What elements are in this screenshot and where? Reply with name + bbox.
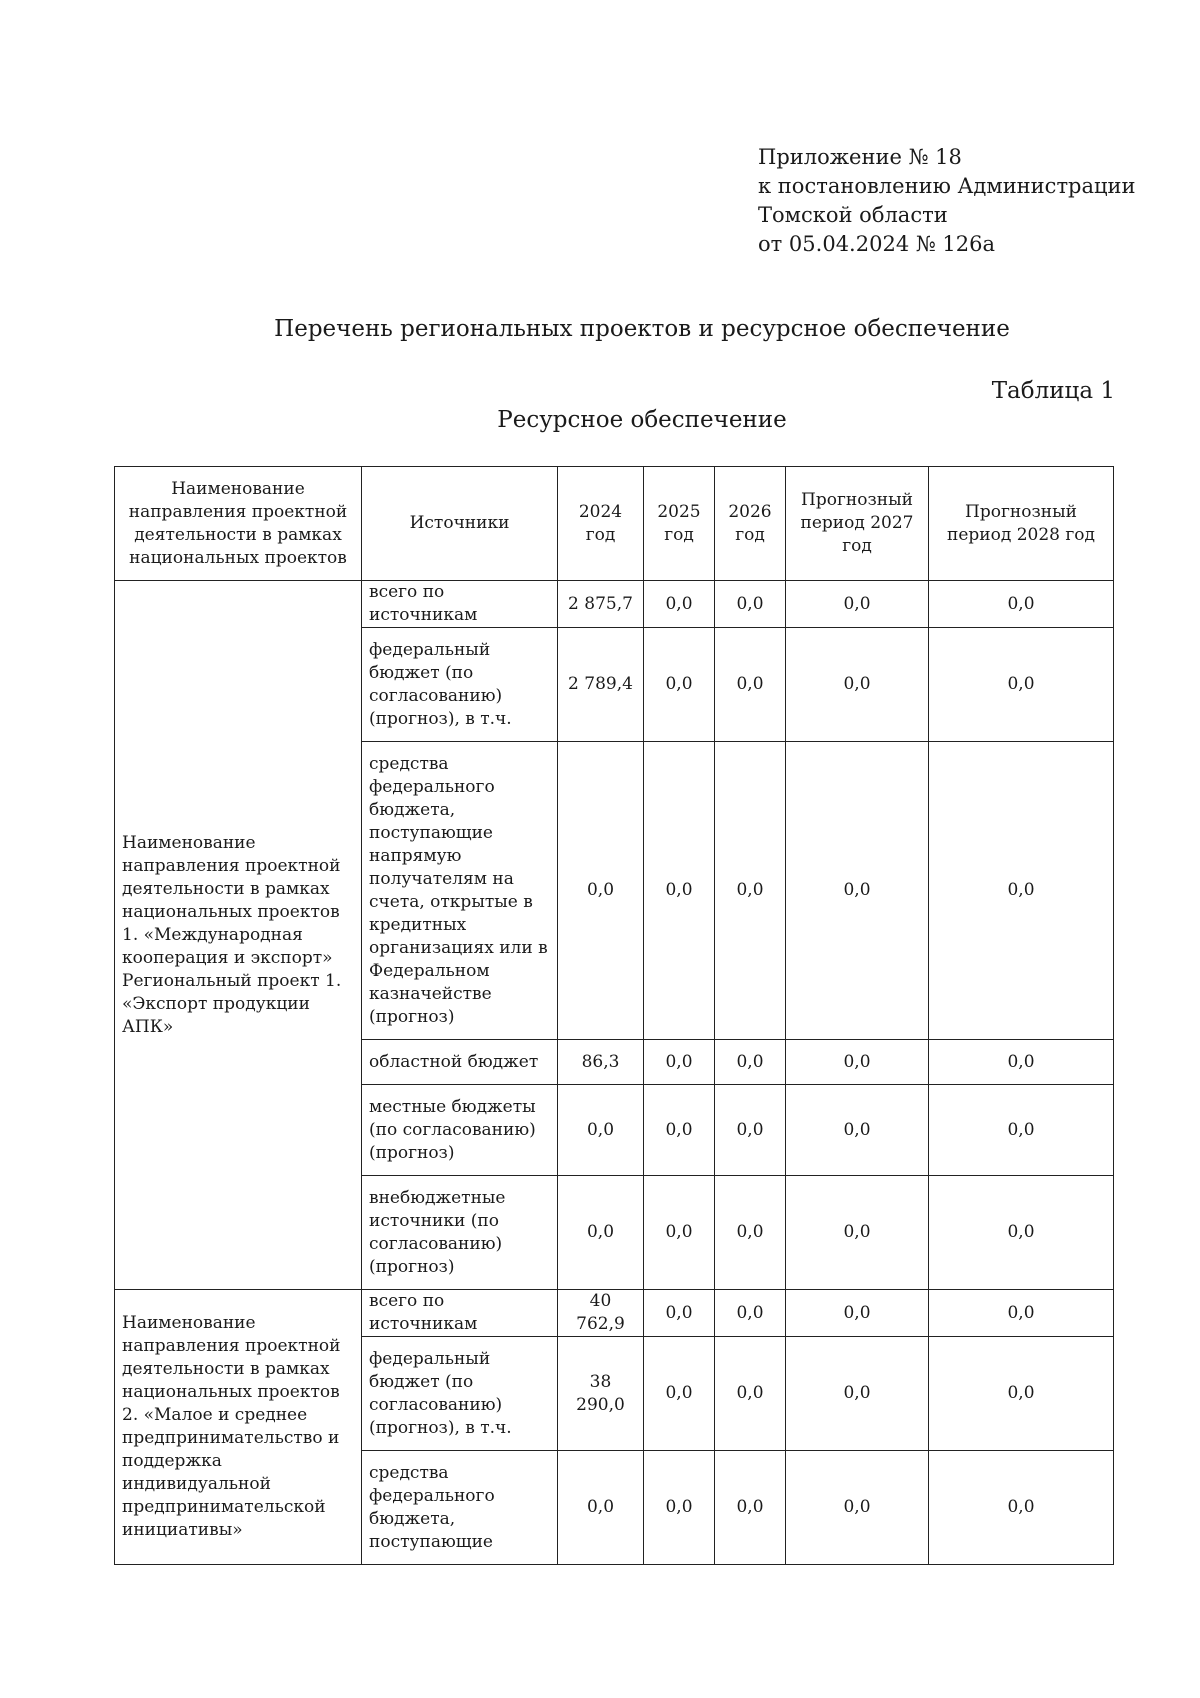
value-2027: 0,0 bbox=[786, 1451, 929, 1565]
table-row bbox=[115, 581, 1114, 628]
header-sources: Источники bbox=[362, 467, 558, 581]
value-2027: 0,0 bbox=[786, 742, 929, 1040]
value-2028: 0,0 bbox=[929, 742, 1114, 1040]
header-2025: 2025 год bbox=[644, 467, 715, 581]
value-2025: 0,0 bbox=[644, 581, 715, 628]
value-2028: 0,0 bbox=[929, 581, 1114, 628]
value-2026: 0,0 bbox=[715, 1085, 786, 1176]
resource-table bbox=[114, 466, 1114, 1565]
value-2024: 0,0 bbox=[558, 742, 644, 1040]
value-2025: 0,0 bbox=[644, 742, 715, 1040]
annex-line-4: от 05.04.2024 № 126а bbox=[758, 232, 995, 256]
value-2024: 40 762,9 bbox=[558, 1290, 644, 1337]
direction-cell: Наименование направления проектной деятельности в рамках национальных проектов 1. «Международная кооперация и экспорт» Региональный проект 1. «Экспорт продукции АПК» bbox=[115, 581, 362, 1290]
source-cell: средства федерального бюджета, поступающие напрямую получателям на счета, открытые в кредитных организациях или в Федеральном казначействе (прогноз) bbox=[362, 742, 558, 1040]
source-cell: внебюджетные источники (по согласованию) (прогноз) bbox=[362, 1176, 558, 1290]
source-cell: средства федерального бюджета, поступающие bbox=[362, 1451, 558, 1565]
document-title: Перечень региональных проектов и ресурсное обеспечение bbox=[274, 316, 1010, 342]
value-2027: 0,0 bbox=[786, 1337, 929, 1451]
value-2026: 0,0 bbox=[715, 1451, 786, 1565]
value-2027: 0,0 bbox=[786, 628, 929, 742]
value-2025: 0,0 bbox=[644, 1337, 715, 1451]
value-2024: 0,0 bbox=[558, 1176, 644, 1290]
value-2024: 0,0 bbox=[558, 1085, 644, 1176]
value-2026: 0,0 bbox=[715, 628, 786, 742]
value-2028: 0,0 bbox=[929, 1290, 1114, 1337]
value-2027: 0,0 bbox=[786, 1040, 929, 1085]
value-2026: 0,0 bbox=[715, 742, 786, 1040]
value-2026: 0,0 bbox=[715, 1337, 786, 1451]
value-2025: 0,0 bbox=[644, 628, 715, 742]
value-2026: 0,0 bbox=[715, 1290, 786, 1337]
value-2027: 0,0 bbox=[786, 581, 929, 628]
source-cell: всего по источникам bbox=[362, 1290, 558, 1337]
table-header-row bbox=[115, 467, 1114, 581]
header-2026: 2026 год bbox=[715, 467, 786, 581]
value-2026: 0,0 bbox=[715, 581, 786, 628]
annex-line-3: Томской области bbox=[758, 203, 948, 227]
value-2028: 0,0 bbox=[929, 1040, 1114, 1085]
value-2025: 0,0 bbox=[644, 1176, 715, 1290]
value-2025: 0,0 bbox=[644, 1085, 715, 1176]
header-2028: Прогнозный период 2028 год bbox=[929, 467, 1114, 581]
value-2024: 2 875,7 bbox=[558, 581, 644, 628]
value-2027: 0,0 bbox=[786, 1290, 929, 1337]
source-cell: федеральный бюджет (по согласованию) (прогноз), в т.ч. bbox=[362, 628, 558, 742]
value-2028: 0,0 bbox=[929, 1337, 1114, 1451]
value-2026: 0,0 bbox=[715, 1176, 786, 1290]
value-2024: 38 290,0 bbox=[558, 1337, 644, 1451]
header-2027: Прогнозный период 2027 год bbox=[786, 467, 929, 581]
table-number: Таблица 1 bbox=[991, 378, 1115, 404]
source-cell: всего по источникам bbox=[362, 581, 558, 628]
value-2027: 0,0 bbox=[786, 1085, 929, 1176]
value-2028: 0,0 bbox=[929, 628, 1114, 742]
value-2024: 86,3 bbox=[558, 1040, 644, 1085]
header-direction: Наименование направления проектной деятельности в рамках национальных проектов bbox=[115, 467, 362, 581]
value-2024: 0,0 bbox=[558, 1451, 644, 1565]
value-2025: 0,0 bbox=[644, 1290, 715, 1337]
table-row bbox=[115, 1290, 1114, 1337]
source-cell: местные бюджеты (по согласованию) (прогноз) bbox=[362, 1085, 558, 1176]
source-cell: областной бюджет bbox=[362, 1040, 558, 1085]
value-2025: 0,0 bbox=[644, 1451, 715, 1565]
value-2028: 0,0 bbox=[929, 1085, 1114, 1176]
value-2024: 2 789,4 bbox=[558, 628, 644, 742]
value-2028: 0,0 bbox=[929, 1176, 1114, 1290]
source-cell: федеральный бюджет (по согласованию) (прогноз), в т.ч. bbox=[362, 1337, 558, 1451]
value-2026: 0,0 bbox=[715, 1040, 786, 1085]
header-2024: 2024 год bbox=[558, 467, 644, 581]
annex-line-1: Приложение № 18 bbox=[758, 145, 962, 169]
value-2028: 0,0 bbox=[929, 1451, 1114, 1565]
direction-cell: Наименование направления проектной деятельности в рамках национальных проектов 2. «Малое и среднее предпринимательство и поддержка индивидуальной предпринимательской инициативы» bbox=[115, 1290, 362, 1565]
value-2027: 0,0 bbox=[786, 1176, 929, 1290]
table-caption: Ресурсное обеспечение bbox=[497, 407, 787, 433]
annex-block bbox=[758, 143, 1178, 259]
value-2025: 0,0 bbox=[644, 1040, 715, 1085]
annex-line-2: к постановлению Администрации bbox=[758, 174, 1136, 198]
